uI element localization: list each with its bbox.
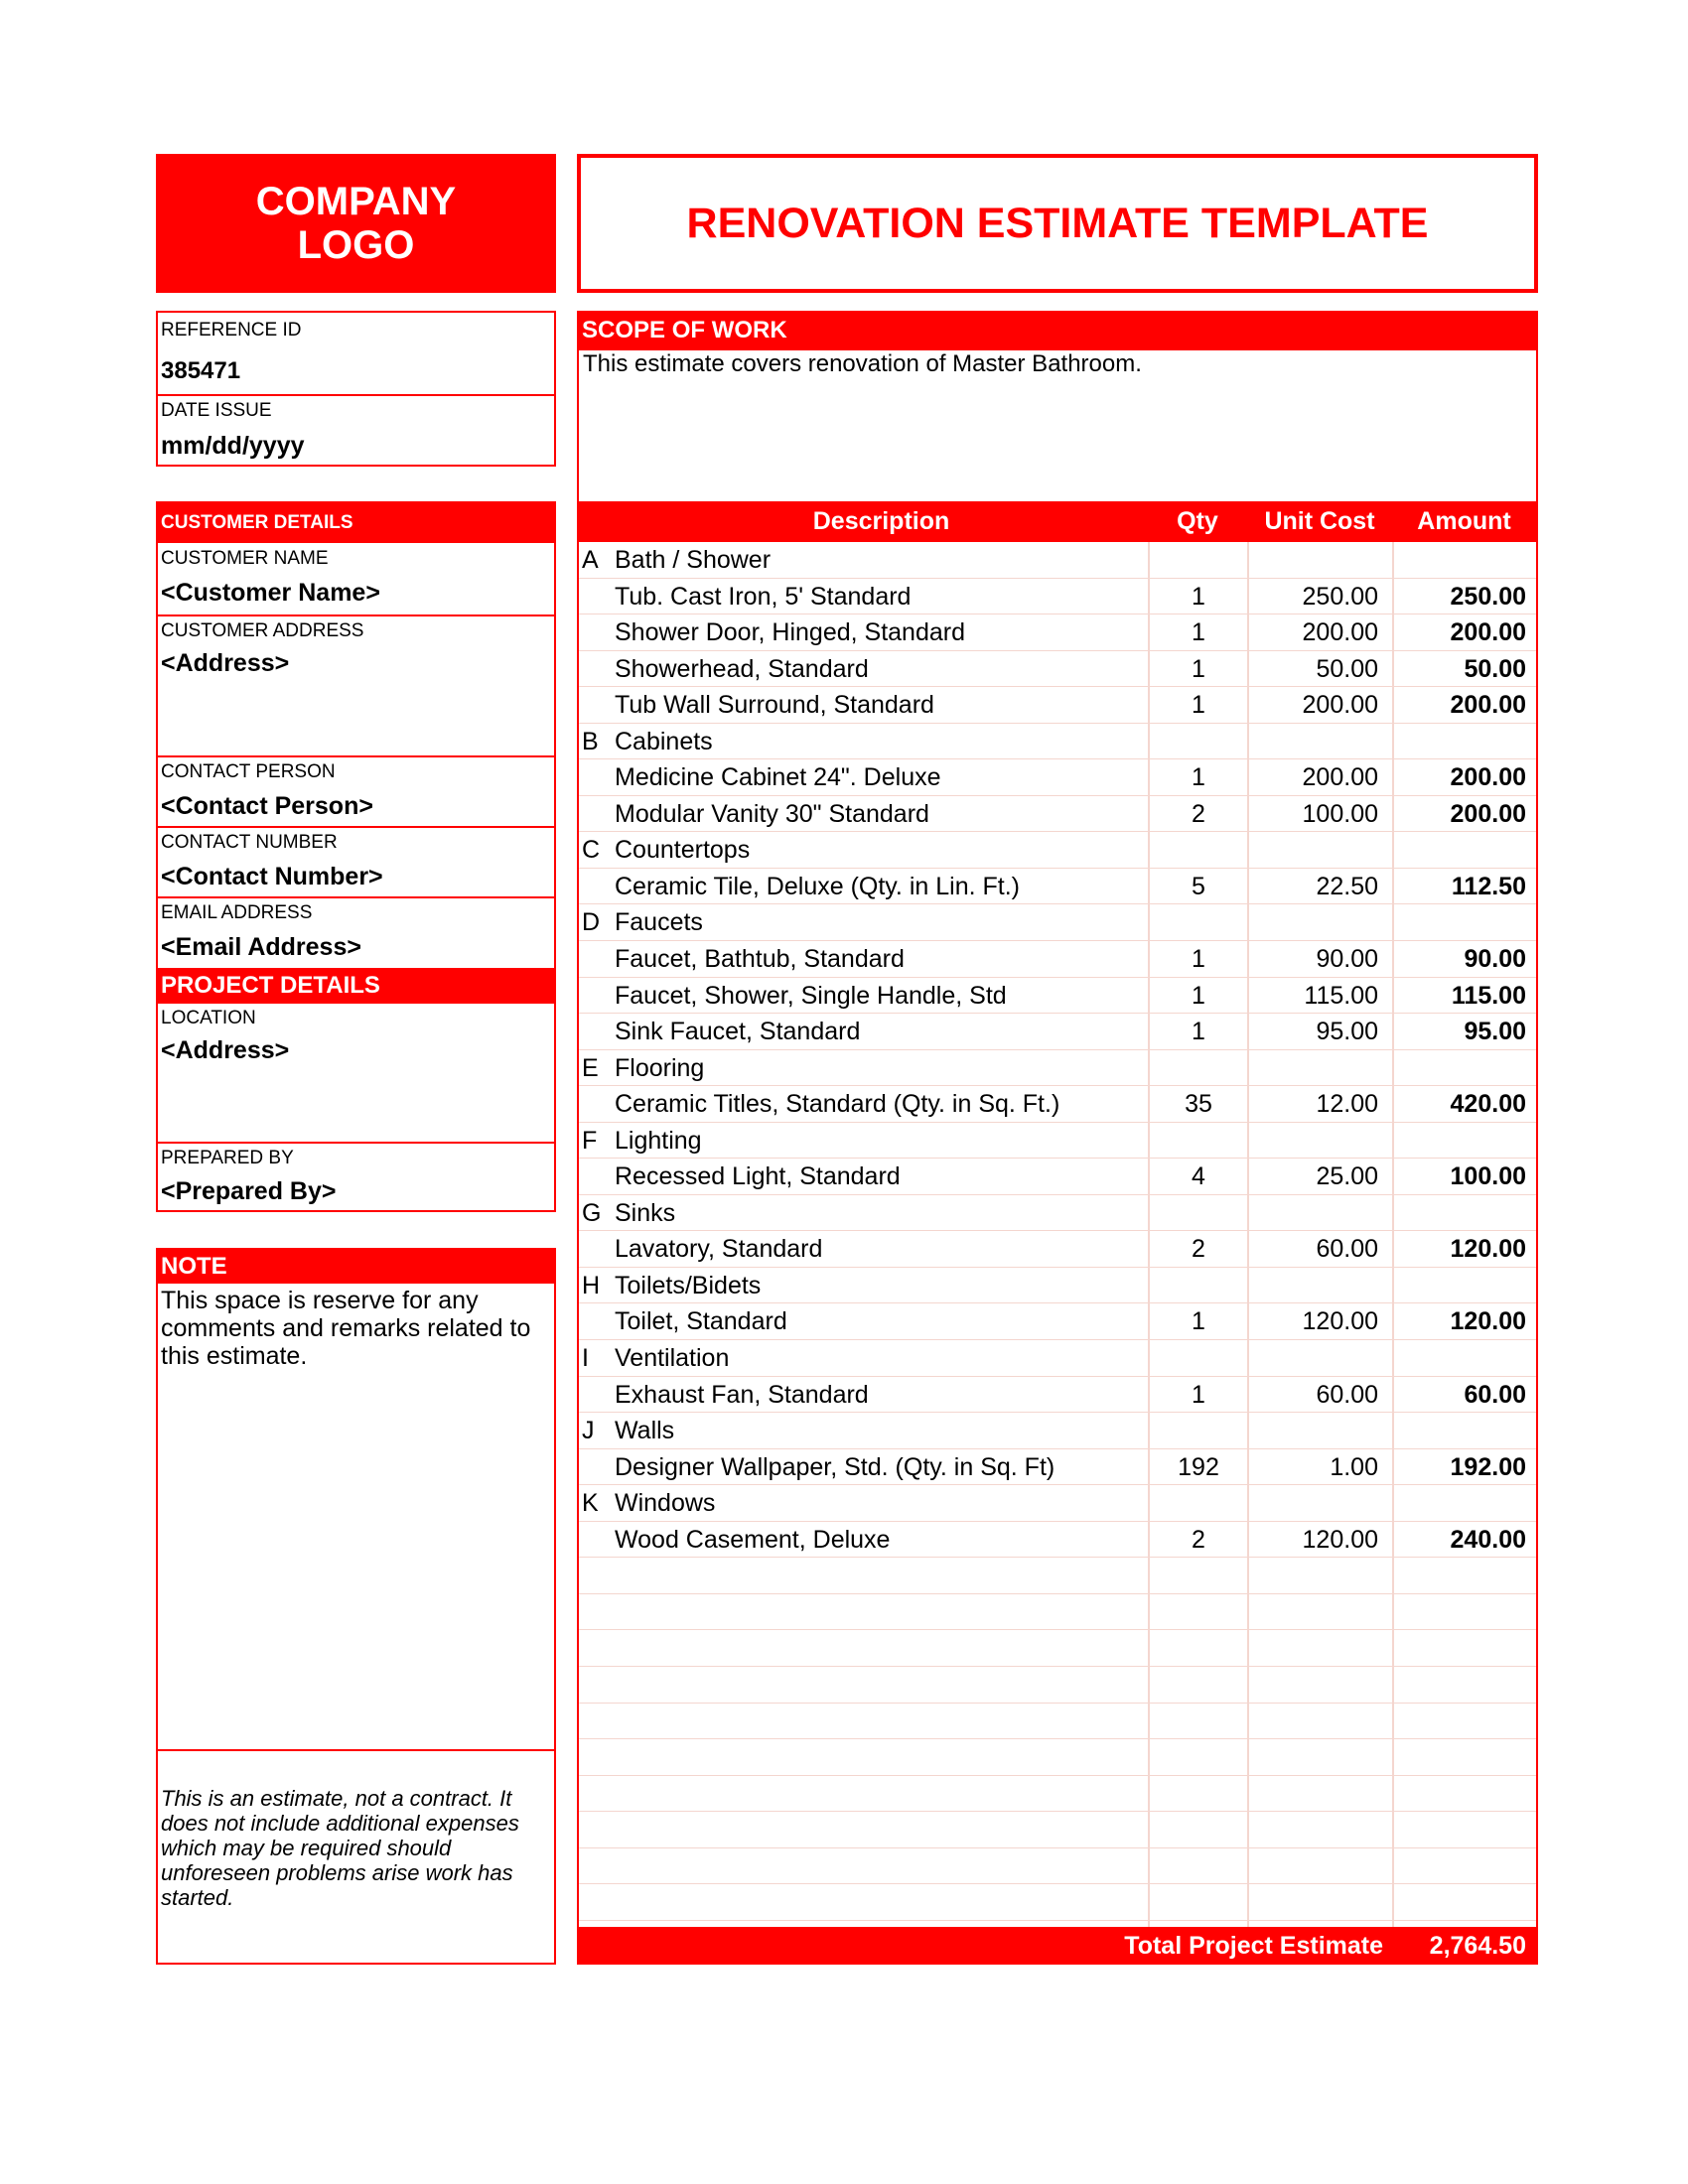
- row-qty[interactable]: [1148, 1195, 1247, 1231]
- table-row[interactable]: [579, 1485, 1536, 1522]
- row-description[interactable]: Lighting: [615, 1126, 702, 1155]
- row-letter[interactable]: [582, 978, 612, 1014]
- row-amount[interactable]: [1392, 1485, 1536, 1521]
- table-row[interactable]: [579, 1776, 1536, 1813]
- scope-of-work-text[interactable]: This estimate covers renovation of Master Bathroom.: [583, 350, 1142, 377]
- row-letter[interactable]: J: [582, 1417, 595, 1445]
- row-amount[interactable]: [1392, 1812, 1536, 1847]
- total-label: Total Project Estimate: [1124, 1932, 1383, 1960]
- table-row[interactable]: [579, 614, 1536, 651]
- row-description[interactable]: Sinks: [615, 1198, 676, 1227]
- row-qty[interactable]: 2: [1148, 796, 1247, 832]
- contact-person-label: CONTACT PERSON: [161, 761, 336, 782]
- row-unit-cost[interactable]: [1247, 1704, 1392, 1739]
- row-amount[interactable]: 60.00: [1392, 1377, 1536, 1413]
- row-description[interactable]: Ventilation: [615, 1344, 730, 1373]
- row-amount[interactable]: 100.00: [1392, 1159, 1536, 1194]
- table-row[interactable]: [579, 1159, 1536, 1195]
- row-amount[interactable]: [1392, 832, 1536, 868]
- row-description[interactable]: [615, 1704, 1146, 1739]
- row-amount[interactable]: 115.00: [1392, 978, 1536, 1014]
- table-row[interactable]: [579, 1449, 1536, 1486]
- estimate-table: [577, 501, 1538, 1965]
- location-value[interactable]: <Address>: [161, 1036, 290, 1064]
- divider: [158, 826, 554, 828]
- divider: [158, 614, 554, 616]
- table-row[interactable]: [579, 1050, 1536, 1087]
- row-qty[interactable]: [1148, 542, 1247, 578]
- row-description[interactable]: [615, 1558, 1146, 1593]
- row-amount[interactable]: [1392, 1050, 1536, 1086]
- row-letter[interactable]: [582, 1522, 612, 1558]
- row-description[interactable]: [615, 1667, 1146, 1703]
- row-letter[interactable]: [582, 941, 612, 977]
- row-description[interactable]: Wood Casement, Deluxe: [615, 1525, 891, 1554]
- table-row[interactable]: [579, 1594, 1536, 1631]
- table-row[interactable]: [579, 1884, 1536, 1921]
- logo-line-2: LOGO: [297, 223, 415, 267]
- row-letter[interactable]: G: [582, 1198, 602, 1227]
- table-row[interactable]: [579, 724, 1536, 760]
- row-qty[interactable]: [1148, 1340, 1247, 1376]
- row-amount[interactable]: [1392, 1340, 1536, 1376]
- row-amount[interactable]: [1392, 1848, 1536, 1884]
- row-unit-cost[interactable]: 100.00: [1247, 796, 1392, 832]
- row-description[interactable]: Tub. Cast Iron, 5' Standard: [615, 582, 912, 611]
- row-qty[interactable]: [1148, 1268, 1247, 1303]
- row-amount[interactable]: [1392, 542, 1536, 578]
- row-unit-cost[interactable]: [1247, 542, 1392, 578]
- row-amount[interactable]: [1392, 1704, 1536, 1739]
- row-qty[interactable]: [1148, 904, 1247, 940]
- row-qty[interactable]: [1148, 1739, 1247, 1775]
- table-row[interactable]: [579, 579, 1536, 615]
- row-qty[interactable]: 5: [1148, 869, 1247, 904]
- row-qty[interactable]: 1: [1148, 1014, 1247, 1049]
- note-heading: NOTE: [158, 1250, 554, 1284]
- logo-line-1: COMPANY: [255, 180, 457, 223]
- row-qty[interactable]: 1: [1148, 1303, 1247, 1339]
- row-description[interactable]: [615, 1848, 1146, 1884]
- prepared-by-label: PREPARED BY: [161, 1148, 294, 1168]
- row-unit-cost[interactable]: 60.00: [1247, 1231, 1392, 1267]
- row-unit-cost[interactable]: 25.00: [1247, 1159, 1392, 1194]
- row-letter[interactable]: [582, 1014, 612, 1049]
- row-unit-cost[interactable]: 115.00: [1247, 978, 1392, 1014]
- document-title-box: [577, 154, 1538, 293]
- table-row[interactable]: [579, 941, 1536, 978]
- row-letter[interactable]: [582, 1231, 612, 1267]
- table-row[interactable]: [579, 1522, 1536, 1559]
- row-unit-cost[interactable]: [1247, 1195, 1392, 1231]
- row-letter[interactable]: B: [582, 727, 599, 755]
- row-description[interactable]: Windows: [615, 1489, 716, 1518]
- row-description[interactable]: Exhaust Fan, Standard: [615, 1380, 869, 1409]
- row-description[interactable]: Ceramic Titles, Standard (Qty. in Sq. Ft.): [615, 1090, 1060, 1119]
- table-row[interactable]: [579, 869, 1536, 905]
- table-row[interactable]: [579, 1303, 1536, 1340]
- table-row[interactable]: [579, 1558, 1536, 1594]
- row-unit-cost[interactable]: 200.00: [1247, 687, 1392, 723]
- row-amount[interactable]: [1392, 1594, 1536, 1630]
- customer-name-label: CUSTOMER NAME: [161, 548, 329, 569]
- table-row[interactable]: [579, 978, 1536, 1015]
- divider: [158, 755, 554, 757]
- row-description[interactable]: Countertops: [615, 836, 751, 865]
- row-letter[interactable]: K: [582, 1489, 599, 1518]
- row-unit-cost[interactable]: [1247, 1485, 1392, 1521]
- row-qty[interactable]: [1148, 1848, 1247, 1884]
- row-description[interactable]: [615, 1594, 1146, 1630]
- row-qty[interactable]: [1148, 1812, 1247, 1847]
- table-row[interactable]: [579, 1704, 1536, 1740]
- row-qty[interactable]: 2: [1148, 1231, 1247, 1267]
- table-row[interactable]: [579, 1630, 1536, 1667]
- row-letter[interactable]: F: [582, 1126, 598, 1155]
- table-row[interactable]: [579, 1014, 1536, 1050]
- row-letter[interactable]: [582, 1667, 612, 1703]
- row-description[interactable]: Bath / Shower: [615, 546, 772, 574]
- table-row[interactable]: [579, 904, 1536, 941]
- table-row[interactable]: [579, 1377, 1536, 1414]
- row-qty[interactable]: [1148, 1884, 1247, 1920]
- row-amount[interactable]: 192.00: [1392, 1449, 1536, 1485]
- divider: [158, 1142, 554, 1144]
- customer-address-value[interactable]: <Address>: [161, 649, 290, 677]
- table-row[interactable]: [579, 1268, 1536, 1304]
- row-letter[interactable]: [582, 1159, 612, 1194]
- row-amount[interactable]: 420.00: [1392, 1086, 1536, 1122]
- column-header-unit-cost: Unit Cost: [1264, 507, 1375, 535]
- total-value: 2,764.50: [1429, 1932, 1526, 1960]
- row-amount[interactable]: [1392, 1630, 1536, 1666]
- row-qty[interactable]: 1: [1148, 978, 1247, 1014]
- table-row[interactable]: [579, 542, 1536, 579]
- row-amount[interactable]: [1392, 904, 1536, 940]
- row-unit-cost[interactable]: [1247, 1812, 1392, 1847]
- row-qty[interactable]: 35: [1148, 1086, 1247, 1122]
- row-description[interactable]: Toilets/Bidets: [615, 1271, 762, 1299]
- contact-number-label: CONTACT NUMBER: [161, 832, 338, 853]
- row-amount[interactable]: [1392, 1123, 1536, 1159]
- row-letter[interactable]: [582, 1812, 612, 1847]
- customer-details-heading: CUSTOMER DETAILS: [158, 503, 554, 543]
- prepared-by-value[interactable]: <Prepared By>: [161, 1177, 337, 1205]
- row-unit-cost[interactable]: 22.50: [1247, 869, 1392, 904]
- note-text[interactable]: This space is reserve for any comments and remarks related to this estimate.: [161, 1287, 531, 1370]
- row-unit-cost[interactable]: [1247, 832, 1392, 868]
- column-header-description: Description: [812, 507, 950, 535]
- location-label: LOCATION: [161, 1008, 256, 1028]
- row-letter[interactable]: [582, 759, 612, 795]
- table-row[interactable]: [579, 1848, 1536, 1885]
- row-amount[interactable]: 200.00: [1392, 614, 1536, 650]
- row-letter[interactable]: [582, 1630, 612, 1666]
- row-qty[interactable]: [1148, 724, 1247, 759]
- table-row[interactable]: [579, 796, 1536, 833]
- divider: [158, 896, 554, 898]
- row-description[interactable]: Medicine Cabinet 24". Deluxe: [615, 763, 941, 792]
- row-description[interactable]: Recessed Light, Standard: [615, 1162, 901, 1191]
- row-description[interactable]: Faucet, Shower, Single Handle, Std: [615, 981, 1007, 1010]
- row-qty[interactable]: 192: [1148, 1449, 1247, 1485]
- row-amount[interactable]: [1392, 1413, 1536, 1448]
- document-title: RENOVATION ESTIMATE TEMPLATE: [686, 199, 1429, 247]
- row-unit-cost[interactable]: [1247, 1413, 1392, 1448]
- row-amount[interactable]: 112.50: [1392, 869, 1536, 904]
- row-unit-cost[interactable]: 50.00: [1247, 651, 1392, 687]
- row-unit-cost[interactable]: 120.00: [1247, 1303, 1392, 1339]
- row-amount[interactable]: 250.00: [1392, 579, 1536, 614]
- row-letter[interactable]: [582, 796, 612, 832]
- reference-box: [156, 311, 556, 467]
- row-amount[interactable]: [1392, 1776, 1536, 1812]
- row-unit-cost[interactable]: [1247, 1558, 1392, 1593]
- row-qty[interactable]: [1148, 1413, 1247, 1448]
- row-description[interactable]: Lavatory, Standard: [615, 1235, 823, 1264]
- row-letter[interactable]: [582, 1704, 612, 1739]
- row-letter[interactable]: E: [582, 1053, 599, 1082]
- row-qty[interactable]: [1148, 1776, 1247, 1812]
- row-letter[interactable]: A: [582, 546, 599, 574]
- customer-name-value[interactable]: <Customer Name>: [161, 579, 380, 607]
- row-description[interactable]: [615, 1884, 1146, 1920]
- table-header: [579, 501, 1536, 542]
- row-qty[interactable]: 1: [1148, 579, 1247, 614]
- row-description[interactable]: Walls: [615, 1417, 675, 1445]
- table-row[interactable]: [579, 759, 1536, 796]
- reference-id-value[interactable]: 385471: [161, 357, 241, 384]
- table-row[interactable]: [579, 1667, 1536, 1704]
- row-unit-cost[interactable]: 12.00: [1247, 1086, 1392, 1122]
- email-address-value[interactable]: <Email Address>: [161, 933, 361, 961]
- row-amount[interactable]: [1392, 1195, 1536, 1231]
- row-letter[interactable]: H: [582, 1271, 601, 1299]
- row-letter[interactable]: [582, 1848, 612, 1884]
- row-qty[interactable]: 1: [1148, 614, 1247, 650]
- row-unit-cost[interactable]: [1247, 1884, 1392, 1920]
- table-row[interactable]: [579, 1340, 1536, 1377]
- contact-person-value[interactable]: <Contact Person>: [161, 792, 373, 820]
- row-unit-cost[interactable]: 200.00: [1247, 614, 1392, 650]
- row-description[interactable]: Faucets: [615, 908, 703, 937]
- row-amount[interactable]: 200.00: [1392, 759, 1536, 795]
- row-description[interactable]: Ceramic Tile, Deluxe (Qty. in Lin. Ft.): [615, 872, 1020, 900]
- row-unit-cost[interactable]: 250.00: [1247, 579, 1392, 614]
- row-qty[interactable]: [1148, 1704, 1247, 1739]
- table-row[interactable]: [579, 1739, 1536, 1776]
- row-amount[interactable]: [1392, 1268, 1536, 1303]
- row-unit-cost[interactable]: 1.00: [1247, 1449, 1392, 1485]
- row-unit-cost[interactable]: [1247, 1848, 1392, 1884]
- row-qty[interactable]: [1148, 1630, 1247, 1666]
- row-description[interactable]: Toilet, Standard: [615, 1307, 787, 1336]
- row-letter[interactable]: D: [582, 908, 601, 937]
- row-unit-cost[interactable]: [1247, 1667, 1392, 1703]
- row-unit-cost[interactable]: [1247, 904, 1392, 940]
- row-qty[interactable]: [1148, 1594, 1247, 1630]
- row-letter[interactable]: [582, 1377, 612, 1413]
- company-logo: [156, 154, 556, 293]
- row-unit-cost[interactable]: 60.00: [1247, 1377, 1392, 1413]
- row-description[interactable]: Sink Faucet, Standard: [615, 1018, 861, 1046]
- row-qty[interactable]: 1: [1148, 759, 1247, 795]
- row-letter[interactable]: [582, 1739, 612, 1775]
- row-amount[interactable]: 50.00: [1392, 651, 1536, 687]
- row-letter[interactable]: [582, 687, 612, 723]
- row-unit-cost[interactable]: [1247, 1594, 1392, 1630]
- row-amount[interactable]: [1392, 1884, 1536, 1920]
- table-row[interactable]: [579, 1123, 1536, 1160]
- row-letter[interactable]: [582, 1086, 612, 1122]
- column-header-amount: Amount: [1417, 507, 1511, 535]
- row-letter[interactable]: [582, 1303, 612, 1339]
- row-description[interactable]: Showerhead, Standard: [615, 654, 869, 683]
- table-row[interactable]: [579, 1812, 1536, 1848]
- divider: [158, 1749, 554, 1751]
- row-unit-cost[interactable]: [1247, 1739, 1392, 1775]
- row-description[interactable]: Tub Wall Surround, Standard: [615, 691, 934, 720]
- row-unit-cost[interactable]: [1247, 724, 1392, 759]
- row-description[interactable]: Shower Door, Hinged, Standard: [615, 618, 965, 647]
- row-letter[interactable]: I: [582, 1344, 589, 1373]
- divider: [158, 394, 554, 396]
- row-letter[interactable]: [582, 1558, 612, 1593]
- row-letter[interactable]: C: [582, 836, 601, 865]
- row-qty[interactable]: [1148, 1050, 1247, 1086]
- customer-details-box: [156, 501, 556, 1212]
- row-qty[interactable]: 1: [1148, 941, 1247, 977]
- total-bar: [579, 1927, 1536, 1965]
- row-description[interactable]: Flooring: [615, 1053, 705, 1082]
- row-letter[interactable]: [582, 1594, 612, 1630]
- table-row[interactable]: [579, 1195, 1536, 1232]
- date-issue-label: DATE ISSUE: [161, 400, 272, 421]
- row-qty[interactable]: 1: [1148, 687, 1247, 723]
- row-qty[interactable]: [1148, 1123, 1247, 1159]
- row-qty[interactable]: 1: [1148, 651, 1247, 687]
- row-letter[interactable]: [582, 1449, 612, 1485]
- row-amount[interactable]: [1392, 1667, 1536, 1703]
- reference-id-label: REFERENCE ID: [161, 320, 302, 341]
- row-amount[interactable]: 200.00: [1392, 796, 1536, 832]
- row-amount[interactable]: 120.00: [1392, 1303, 1536, 1339]
- table-row[interactable]: [579, 687, 1536, 724]
- row-description[interactable]: [615, 1812, 1146, 1847]
- row-description[interactable]: [615, 1776, 1146, 1812]
- row-unit-cost[interactable]: 200.00: [1247, 759, 1392, 795]
- note-box: [156, 1248, 556, 1965]
- row-unit-cost[interactable]: [1247, 1123, 1392, 1159]
- row-unit-cost[interactable]: 90.00: [1247, 941, 1392, 977]
- row-unit-cost[interactable]: [1247, 1268, 1392, 1303]
- row-amount[interactable]: [1392, 1558, 1536, 1593]
- table-row[interactable]: [579, 1086, 1536, 1123]
- table-row[interactable]: [579, 1413, 1536, 1449]
- customer-address-label: CUSTOMER ADDRESS: [161, 620, 364, 641]
- table-row[interactable]: [579, 1231, 1536, 1268]
- row-qty[interactable]: [1148, 832, 1247, 868]
- row-unit-cost[interactable]: [1247, 1340, 1392, 1376]
- row-description[interactable]: Faucet, Bathtub, Standard: [615, 945, 905, 974]
- row-letter[interactable]: [582, 869, 612, 904]
- row-unit-cost[interactable]: [1247, 1050, 1392, 1086]
- email-address-label: EMAIL ADDRESS: [161, 902, 313, 923]
- row-qty[interactable]: 1: [1148, 1377, 1247, 1413]
- row-letter[interactable]: [582, 579, 612, 614]
- row-amount[interactable]: 240.00: [1392, 1522, 1536, 1558]
- row-letter[interactable]: [582, 1884, 612, 1920]
- row-description[interactable]: Cabinets: [615, 727, 713, 755]
- row-qty[interactable]: 4: [1148, 1159, 1247, 1194]
- row-unit-cost[interactable]: 95.00: [1247, 1014, 1392, 1049]
- row-letter[interactable]: [582, 1776, 612, 1812]
- row-amount[interactable]: 90.00: [1392, 941, 1536, 977]
- row-qty[interactable]: [1148, 1485, 1247, 1521]
- column-header-qty: Qty: [1177, 507, 1218, 535]
- row-letter[interactable]: [582, 651, 612, 687]
- table-body: [579, 542, 1536, 1957]
- row-amount[interactable]: [1392, 724, 1536, 759]
- row-description[interactable]: Designer Wallpaper, Std. (Qty. in Sq. Ft): [615, 1452, 1055, 1481]
- row-unit-cost[interactable]: [1247, 1630, 1392, 1666]
- row-letter[interactable]: [582, 614, 612, 650]
- row-qty[interactable]: [1148, 1558, 1247, 1593]
- row-description[interactable]: [615, 1630, 1146, 1666]
- row-amount[interactable]: 120.00: [1392, 1231, 1536, 1267]
- date-issue-value[interactable]: mm/dd/yyyy: [161, 432, 305, 460]
- scope-of-work-heading: SCOPE OF WORK: [579, 311, 1536, 350]
- row-qty[interactable]: 2: [1148, 1522, 1247, 1558]
- row-description[interactable]: Modular Vanity 30" Standard: [615, 799, 929, 828]
- row-description[interactable]: [615, 1739, 1146, 1775]
- scope-of-work-box: [577, 311, 1538, 501]
- row-amount[interactable]: 95.00: [1392, 1014, 1536, 1049]
- row-amount[interactable]: 200.00: [1392, 687, 1536, 723]
- row-unit-cost[interactable]: 120.00: [1247, 1522, 1392, 1558]
- project-details-heading: PROJECT DETAILS: [158, 968, 554, 1004]
- table-row[interactable]: [579, 832, 1536, 869]
- row-unit-cost[interactable]: [1247, 1776, 1392, 1812]
- table-row[interactable]: [579, 651, 1536, 688]
- row-amount[interactable]: [1392, 1739, 1536, 1775]
- disclaimer-text: This is an estimate, not a contract. It does not include additional expenses which may be required should unforeseen problems arise work has started.: [161, 1786, 519, 1910]
- row-qty[interactable]: [1148, 1667, 1247, 1703]
- contact-number-value[interactable]: <Contact Number>: [161, 863, 383, 890]
